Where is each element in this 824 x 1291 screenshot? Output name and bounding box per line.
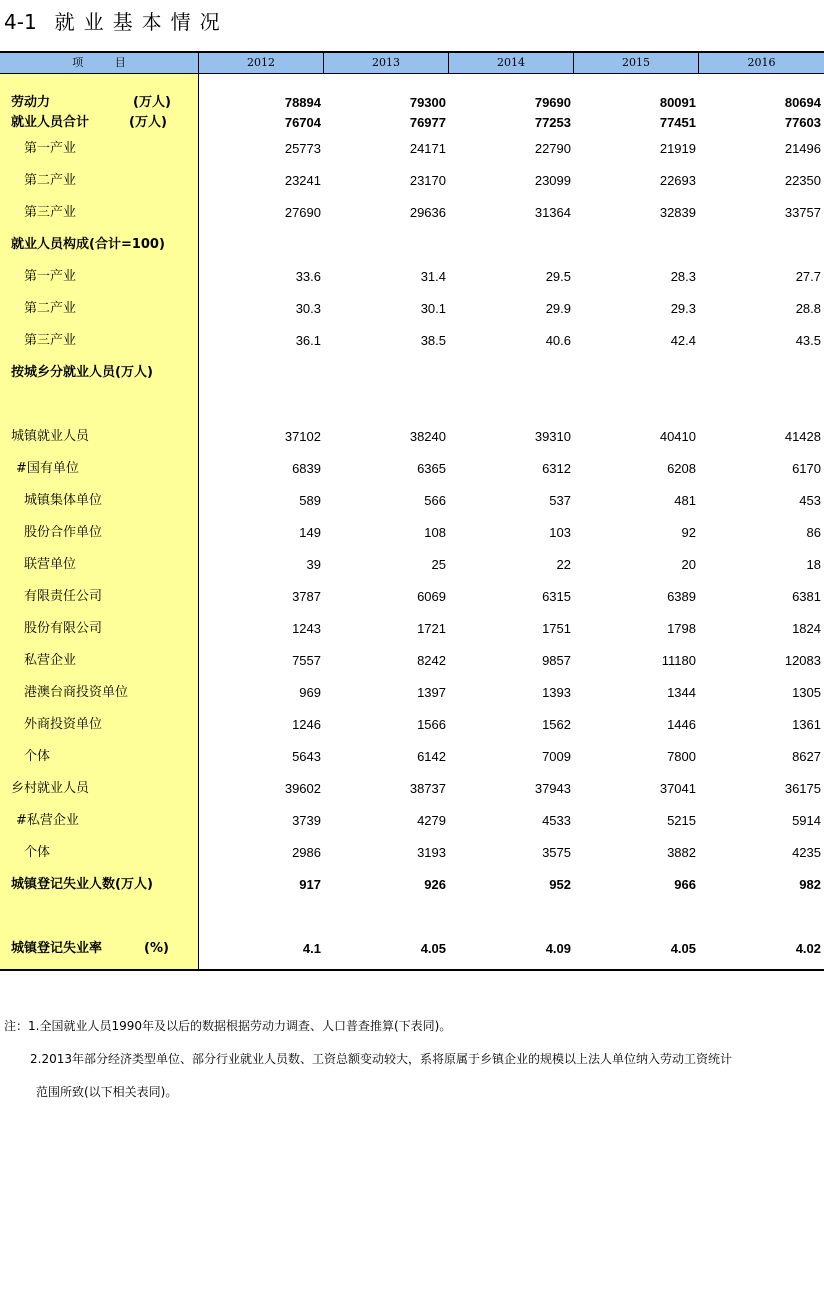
table-row <box>0 619 824 639</box>
row-label: 第二产业 <box>24 173 77 188</box>
row-label: 个体 <box>24 845 51 860</box>
cell-2013: 76977 <box>409 115 446 130</box>
cell-2013: 3193 <box>417 845 446 860</box>
cell-2013: 1566 <box>417 717 446 732</box>
row-label: 按城乡分就业人员(万人) <box>11 365 153 380</box>
cell-2016: 8627 <box>792 749 821 764</box>
cell-2013: 6365 <box>417 461 446 476</box>
cell-2014: 9857 <box>542 653 571 668</box>
cell-2014: 103 <box>549 525 571 540</box>
cell-2016: 4235 <box>792 845 821 860</box>
cell-2015: 32839 <box>659 205 696 220</box>
cell-2014: 22 <box>556 557 571 572</box>
row-label: 劳动力 <box>11 95 51 110</box>
table-row <box>0 459 824 479</box>
header-year-2016: 2016 <box>698 53 824 73</box>
row-label: 个体 <box>24 749 51 764</box>
employment-table <box>0 51 824 971</box>
cell-2015: 92 <box>681 525 696 540</box>
cell-2012: 3787 <box>292 589 321 604</box>
cell-2012: 1243 <box>292 621 321 636</box>
cell-2013: 38737 <box>409 781 446 796</box>
cell-2012: 39 <box>306 557 321 572</box>
cell-2015: 966 <box>674 877 696 892</box>
cell-2016: 43.5 <box>795 333 821 348</box>
table-row <box>0 843 824 863</box>
cell-2012: 39602 <box>284 781 321 796</box>
row-unit: (万人) <box>133 95 171 110</box>
cell-2016: 80694 <box>784 95 821 110</box>
table-row <box>0 93 824 113</box>
row-label: 股份有限公司 <box>24 621 103 636</box>
table-row <box>0 779 824 799</box>
cell-2014: 6312 <box>542 461 571 476</box>
header-item: 项 目 <box>72 56 140 69</box>
cell-2014: 39310 <box>534 429 571 444</box>
row-label: 城镇登记失业人数(万人) <box>11 877 153 892</box>
cell-2015: 3882 <box>667 845 696 860</box>
note-2-continued: 范围所致(以下相关表同)。 <box>36 1085 178 1099</box>
cell-2016: 28.8 <box>795 301 821 316</box>
cell-2013: 1721 <box>417 621 446 636</box>
cell-2014: 31364 <box>534 205 571 220</box>
cell-2016: 27.7 <box>795 269 821 284</box>
cell-2014: 37943 <box>534 781 571 796</box>
cell-2015: 37041 <box>659 781 696 796</box>
cell-2016: 36175 <box>784 781 821 796</box>
cell-2015: 1344 <box>667 685 696 700</box>
cell-2014: 1393 <box>542 685 571 700</box>
cell-2013: 6142 <box>417 749 446 764</box>
table-row <box>0 811 824 831</box>
table-row <box>0 267 824 287</box>
row-unit: (万人) <box>129 115 167 130</box>
cell-2016: 41428 <box>784 429 821 444</box>
row-label: 联营单位 <box>24 557 77 572</box>
cell-2013: 23170 <box>409 173 446 188</box>
header-year-2013: 2013 <box>323 53 448 73</box>
cell-2013: 4.05 <box>420 941 446 956</box>
row-label: 有限责任公司 <box>24 589 103 604</box>
cell-2014: 29.5 <box>545 269 571 284</box>
row-label: 就业人员构成(合计=100) <box>11 237 165 252</box>
cell-2016: 86 <box>806 525 821 540</box>
cell-2016: 6381 <box>792 589 821 604</box>
cell-2012: 4.1 <box>302 941 321 956</box>
table-row <box>0 683 824 703</box>
cell-2014: 537 <box>549 493 571 508</box>
cell-2014: 40.6 <box>545 333 571 348</box>
cell-2012: 25773 <box>284 141 321 156</box>
cell-2013: 38.5 <box>420 333 446 348</box>
row-label: 就业人员合计 <box>11 115 90 130</box>
row-unit: (%) <box>144 941 169 956</box>
cell-2012: 6839 <box>292 461 321 476</box>
table-title <box>4 6 229 35</box>
cell-2016: 5914 <box>792 813 821 828</box>
cell-2014: 77253 <box>534 115 571 130</box>
table-row <box>0 331 824 351</box>
cell-2012: 589 <box>299 493 321 508</box>
cell-2015: 4.05 <box>670 941 696 956</box>
table-row <box>0 235 824 255</box>
cell-2015: 29.3 <box>670 301 696 316</box>
cell-2015: 6208 <box>667 461 696 476</box>
cell-2012: 37102 <box>284 429 321 444</box>
cell-2013: 108 <box>424 525 446 540</box>
cell-2013: 8242 <box>417 653 446 668</box>
cell-2012: 33.6 <box>295 269 321 284</box>
cell-2016: 21496 <box>784 141 821 156</box>
table-row <box>0 555 824 575</box>
row-label: 外商投资单位 <box>24 717 103 732</box>
cell-2015: 40410 <box>659 429 696 444</box>
cell-2014: 1562 <box>542 717 571 732</box>
cell-2013: 24171 <box>409 141 446 156</box>
table-header <box>0 53 824 73</box>
row-label: 第三产业 <box>24 205 77 220</box>
table-row <box>0 875 824 895</box>
row-label: 股份合作单位 <box>24 525 103 540</box>
cell-2014: 79690 <box>534 95 571 110</box>
table-row <box>0 939 824 959</box>
cell-2015: 42.4 <box>670 333 696 348</box>
cell-2016: 982 <box>799 877 821 892</box>
cell-2016: 453 <box>799 493 821 508</box>
cell-2016: 1824 <box>792 621 821 636</box>
header-year-2012: 2012 <box>198 53 323 73</box>
cell-2015: 21919 <box>659 141 696 156</box>
cell-2012: 27690 <box>284 205 321 220</box>
table-row <box>0 491 824 511</box>
cell-2016: 4.02 <box>795 941 821 956</box>
cell-2012: 78894 <box>284 95 321 110</box>
table-row <box>0 203 824 223</box>
cell-2014: 4.09 <box>545 941 571 956</box>
row-label: 港澳台商投资单位 <box>24 685 129 700</box>
table-row <box>0 299 824 319</box>
table-row <box>0 113 824 133</box>
row-label: 私营企业 <box>24 653 77 668</box>
cell-2012: 30.3 <box>295 301 321 316</box>
header-year-2015: 2015 <box>573 53 698 73</box>
cell-2014: 29.9 <box>545 301 571 316</box>
cell-2015: 11180 <box>661 653 696 668</box>
table-number: 4-1 <box>4 10 37 34</box>
cell-2012: 969 <box>299 685 321 700</box>
cell-2014: 952 <box>549 877 571 892</box>
table-row <box>0 747 824 767</box>
cell-2013: 29636 <box>409 205 446 220</box>
cell-2014: 3575 <box>542 845 571 860</box>
cell-2013: 30.1 <box>420 301 446 316</box>
table-row <box>0 363 824 383</box>
notes <box>4 1010 732 1109</box>
table-row <box>0 715 824 735</box>
cell-2013: 31.4 <box>420 269 446 284</box>
cell-2012: 2986 <box>292 845 321 860</box>
row-label: 第三产业 <box>24 333 77 348</box>
cell-2015: 20 <box>681 557 696 572</box>
row-label: 城镇就业人员 <box>11 429 90 444</box>
cell-2014: 1751 <box>542 621 571 636</box>
table-title-text: 就业基本情况 <box>54 10 229 34</box>
cell-2013: 6069 <box>417 589 446 604</box>
row-label: #国有单位 <box>16 461 79 476</box>
cell-2014: 23099 <box>534 173 571 188</box>
cell-2013: 4279 <box>417 813 446 828</box>
cell-2012: 36.1 <box>295 333 321 348</box>
cell-2016: 22350 <box>784 173 821 188</box>
row-label: 第二产业 <box>24 301 77 316</box>
cell-2012: 7557 <box>292 653 321 668</box>
cell-2013: 566 <box>424 493 446 508</box>
table-bottom-rule <box>0 969 824 971</box>
cell-2013: 79300 <box>409 95 446 110</box>
cell-2016: 18 <box>806 557 821 572</box>
row-label: 第一产业 <box>24 141 77 156</box>
row-label: 城镇集体单位 <box>24 493 103 508</box>
cell-2016: 6170 <box>792 461 821 476</box>
cell-2015: 6389 <box>667 589 696 604</box>
note-1: 注：1.全国就业人员1990年及以后的数据根据劳动力调查、人口普查推算(下表同)。 <box>4 1019 452 1033</box>
table-row <box>0 427 824 447</box>
cell-2012: 76704 <box>284 115 321 130</box>
row-label: 城镇登记失业率 <box>11 941 103 956</box>
cell-2015: 77451 <box>659 115 696 130</box>
cell-2015: 22693 <box>659 173 696 188</box>
cell-2015: 28.3 <box>670 269 696 284</box>
cell-2015: 80091 <box>659 95 696 110</box>
table-row <box>0 651 824 671</box>
cell-2015: 1446 <box>667 717 696 732</box>
cell-2012: 149 <box>299 525 321 540</box>
header-year-2014: 2014 <box>448 53 573 73</box>
cell-2014: 4533 <box>542 813 571 828</box>
table-row <box>0 523 824 543</box>
cell-2013: 38240 <box>409 429 446 444</box>
cell-2015: 7800 <box>667 749 696 764</box>
table-row <box>0 587 824 607</box>
cell-2012: 1246 <box>292 717 321 732</box>
cell-2016: 12083 <box>784 653 821 668</box>
cell-2014: 7009 <box>542 749 571 764</box>
row-label: #私营企业 <box>16 813 79 828</box>
table-row <box>0 139 824 159</box>
table-row <box>0 171 824 191</box>
note-2: 2.2013年部分经济类型单位、部分行业就业人员数、工资总额变动较大，系将原属于乡镇企业的规模以上法人单位纳入劳动工资统计 <box>30 1052 732 1066</box>
cell-2013: 1397 <box>417 685 446 700</box>
row-label: 乡村就业人员 <box>11 781 90 796</box>
cell-2014: 22790 <box>534 141 571 156</box>
cell-2013: 25 <box>431 557 446 572</box>
cell-2012: 917 <box>299 877 321 892</box>
cell-2016: 1305 <box>792 685 821 700</box>
cell-2014: 6315 <box>542 589 571 604</box>
cell-2016: 33757 <box>784 205 821 220</box>
cell-2016: 77603 <box>784 115 821 130</box>
cell-2012: 5643 <box>292 749 321 764</box>
cell-2016: 1361 <box>792 717 821 732</box>
cell-2012: 23241 <box>284 173 321 188</box>
cell-2012: 3739 <box>292 813 321 828</box>
cell-2013: 926 <box>424 877 446 892</box>
cell-2015: 5215 <box>667 813 696 828</box>
cell-2015: 1798 <box>667 621 696 636</box>
row-label: 第一产业 <box>24 269 77 284</box>
cell-2015: 481 <box>674 493 696 508</box>
